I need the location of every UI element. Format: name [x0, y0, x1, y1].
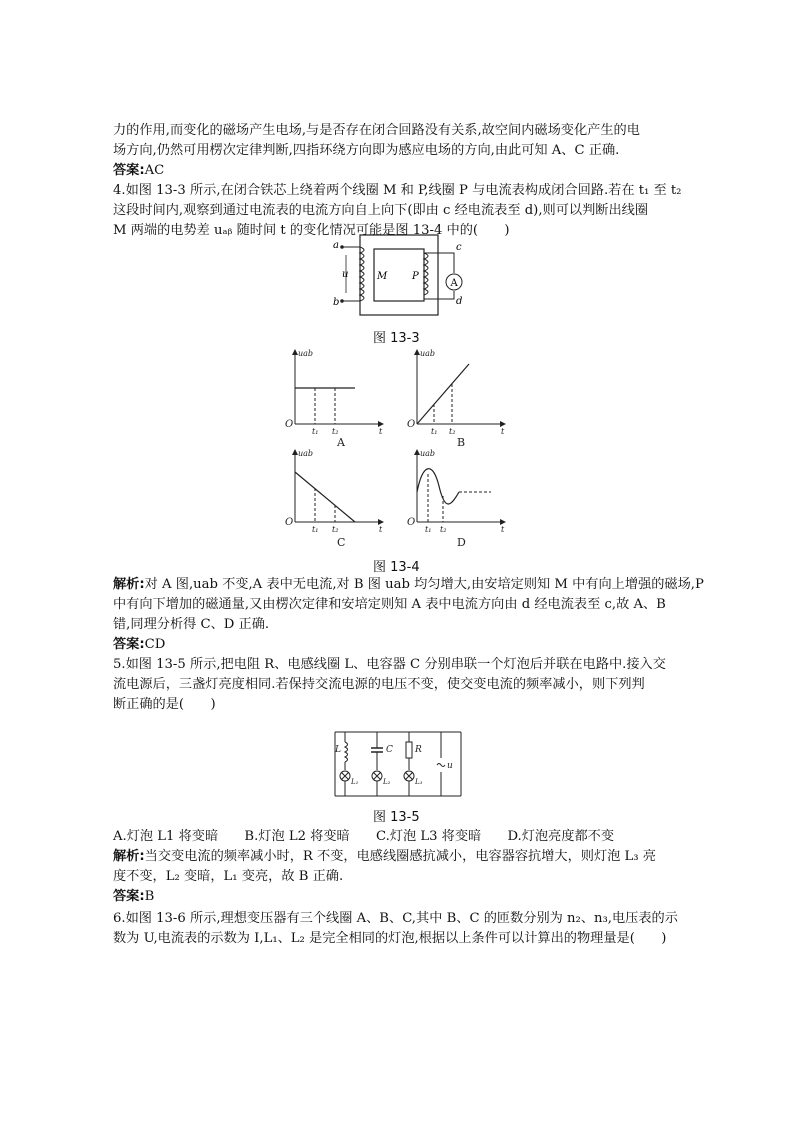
options-row [113, 827, 636, 847]
answer-value: AC [144, 163, 165, 178]
label-L1: L₁ [351, 778, 359, 786]
ammeter-label: A [450, 278, 458, 289]
iron-core-outer [360, 235, 438, 315]
answer-line [113, 161, 164, 181]
graph-panel-D [417, 450, 505, 522]
origin-label: O [285, 419, 294, 430]
label-R: R [415, 745, 422, 755]
figure-13-5 [333, 728, 465, 800]
terminal-b [340, 299, 344, 303]
option-A: A.灯泡 L1 将变暗 [113, 829, 219, 844]
t2-label: t₂ [449, 427, 456, 436]
origin-label: O [285, 517, 294, 528]
capacitor-branch [371, 732, 383, 796]
label-C: C [386, 745, 393, 755]
figure-caption: 图 13-4 [373, 560, 420, 575]
label-L: L [335, 745, 341, 755]
label-u: u [447, 761, 453, 771]
question-line: 流电源后，三盏灯亮度相同.若保持交流电源的电压不变，使交变电流的频率减小，则下列判 [113, 677, 645, 692]
origin-label: O [407, 517, 416, 528]
panel-label-C: C [337, 536, 346, 549]
analysis-line [113, 847, 656, 867]
analysis-label: 解析: [113, 849, 145, 864]
label-u: u [342, 269, 349, 280]
y-axis-label: uab [298, 449, 314, 458]
origin-label: O [407, 419, 416, 430]
graph-panel-C [295, 450, 383, 522]
option-C: C.灯泡 L3 将变暗 [375, 829, 482, 844]
label-L3: L₃ [415, 778, 423, 786]
question-line: 断正确的是( ) [113, 697, 216, 712]
figure-caption: 图 13-3 [373, 331, 420, 346]
graph-panel-B [417, 350, 505, 424]
text-line: 力的作用,而变化的磁场产生电场,与是否存在闭合回路没有关系,故空间内磁场变化产生的电 [113, 123, 640, 138]
x-axis-label: t [379, 525, 383, 534]
analysis-line: 错,同理分析得 C、D 正确. [113, 617, 270, 632]
t1-label: t₁ [312, 427, 319, 436]
figure-13-3 [330, 233, 470, 318]
t2-label: t₂ [332, 427, 339, 436]
y-axis-label: uab [298, 349, 314, 358]
graph-panel-A [295, 350, 383, 424]
analysis-text: 对 A 图,uab 不变,A 表中无电流,对 B 图 uab 均匀增大,由安培定则知 M 中有向上增强的磁场,P [144, 577, 704, 592]
t1-label: t₁ [431, 427, 438, 436]
terminal-a [340, 245, 344, 249]
answer-line [113, 887, 154, 907]
question-line: 4.如图 13-3 所示,在闭合铁芯上绕着两个线圈 M 和 P,线圈 P 与电流表构成闭合回路.若在 t₁ 至 t₂ [113, 183, 682, 198]
t2-label: t₂ [440, 525, 447, 534]
panel-label-A: A [337, 436, 345, 449]
t1-label: t₁ [425, 525, 432, 534]
analysis-line: 度不变，L₂ 变暗，L₁ 变亮，故 B 正确. [113, 869, 344, 884]
question-line: 这段时间内,观察到通过电流表的电流方向自上向下(即由 c 经电流表至 d),则可以判断出线圈 [113, 203, 649, 218]
t1-label: t₁ [312, 525, 319, 534]
ac-source [437, 732, 445, 796]
inductor-branch [340, 732, 350, 796]
y-axis-label: uab [420, 449, 436, 458]
label-c: c [456, 242, 462, 253]
label-d: d [456, 296, 463, 307]
resistor-branch [404, 732, 414, 796]
answer-value: CD [144, 637, 166, 652]
answer-value: B [144, 889, 155, 904]
option-D: D.灯泡亮度都不变 [507, 829, 615, 844]
x-axis-label: t [501, 427, 505, 436]
answer-label: 答案: [113, 163, 145, 178]
label-P: P [412, 271, 419, 282]
option-B: B.灯泡 L2 将变暗 [244, 829, 350, 844]
figure-13-4 [283, 346, 513, 554]
question-line: 数为 U,电流表的示数为 I,L₁、L₂ 是完全相同的灯泡,根据以上条件可以计算出的物理量是( ) [113, 931, 667, 946]
label-b: b [333, 297, 340, 308]
analysis-label: 解析: [113, 577, 145, 592]
question-line: 5.如图 13-5 所示,把电阻 R、电感线圈 L、电容器 C 分别串联一个灯泡后并联在电路中.接入交 [113, 657, 666, 672]
y-axis-label: uab [420, 349, 436, 358]
panel-label-D: D [457, 536, 466, 549]
analysis-text: 当交变电流的频率减小时，R 不变，电感线圈感抗减小，电容器容抗增大，则灯泡 L₃ 亮 [144, 849, 656, 864]
question-line: M 两端的电势差 uₐᵦ 随时间 t 的变化情况可能是图 13-4 中的( ) [113, 223, 510, 238]
figure-caption: 图 13-5 [373, 810, 420, 825]
label-a: a [333, 240, 339, 251]
text-line: 场方向,仍然可用楞次定律判断,四指环绕方向即为感应电场的方向,由此可知 A、C 正确. [113, 143, 620, 158]
panel-label-B: B [457, 436, 466, 449]
label-M: M [377, 271, 388, 282]
x-axis-label: t [379, 427, 383, 436]
answer-line [113, 635, 165, 655]
analysis-line [113, 575, 704, 595]
analysis-line: 中有向下增加的磁通量,又由楞次定律和安培定则知 A 表中电流方向由 d 经电流表至 c,故 A、B [113, 597, 666, 612]
t2-label: t₂ [332, 525, 339, 534]
x-axis-label: t [501, 525, 505, 534]
label-L2: L₂ [383, 778, 391, 786]
answer-label: 答案: [113, 637, 145, 652]
question-line: 6.如图 13-6 所示,理想变压器有三个线圈 A、B、C,其中 B、C 的匝数分别为 n₂、n₃,电压表的示 [113, 911, 678, 926]
answer-label: 答案: [113, 889, 145, 904]
